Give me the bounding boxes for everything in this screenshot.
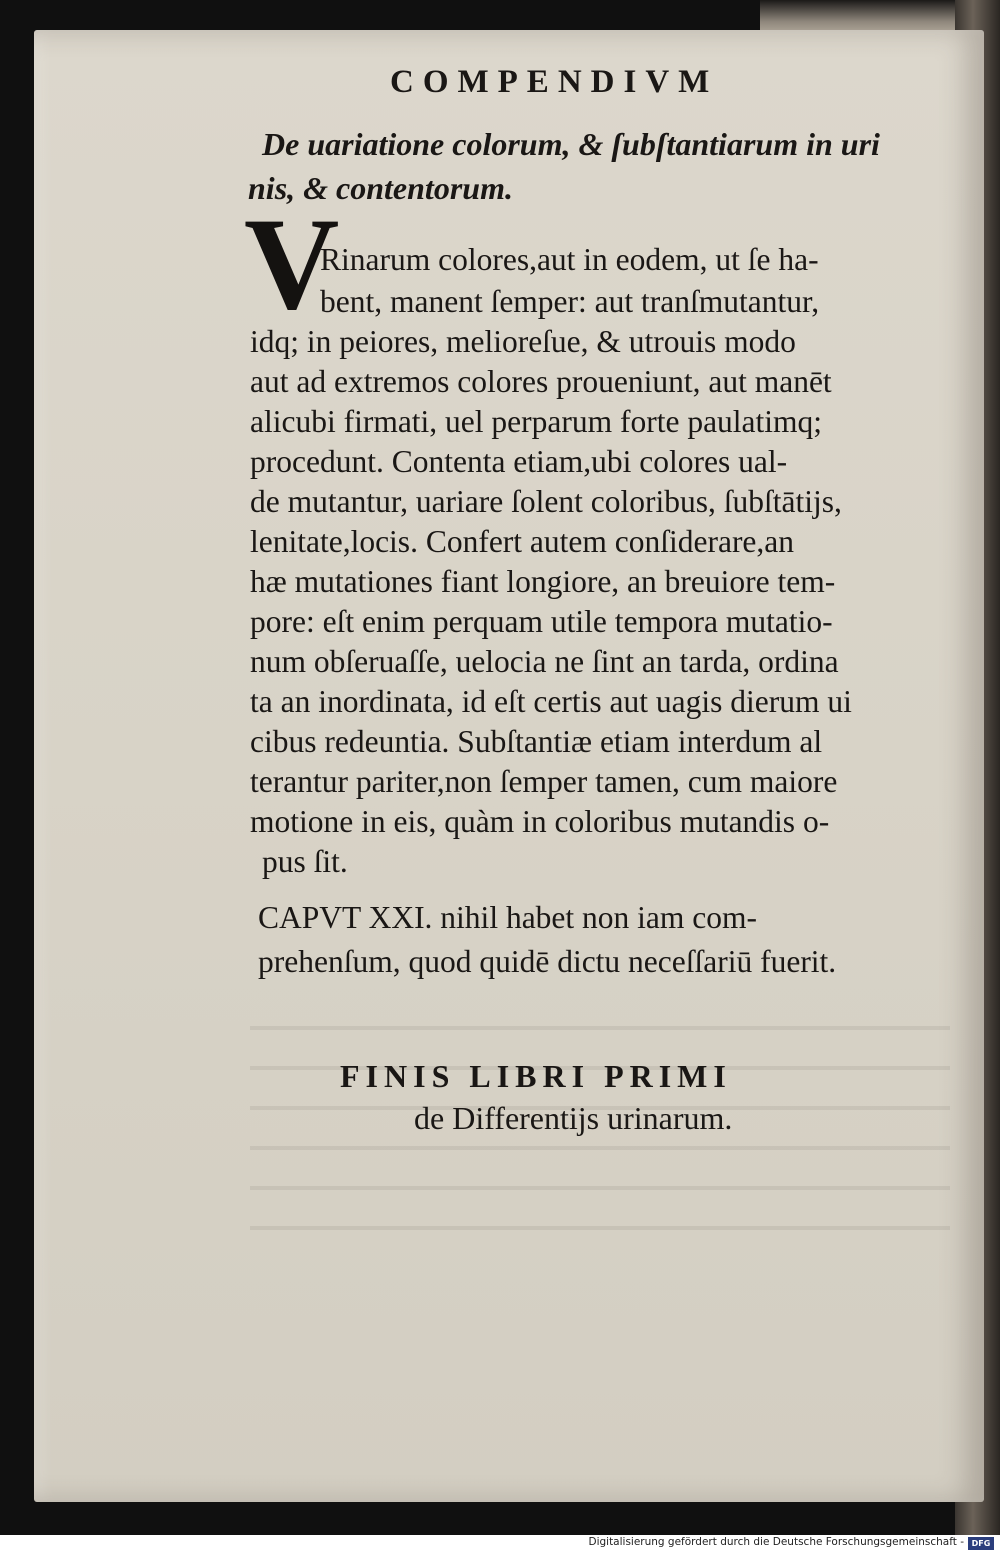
section-title-line-1: De uariatione colorum, & ſubſtantiarum in uri: [262, 126, 880, 162]
running-head: COMPENDIVM: [390, 64, 719, 100]
drop-cap: V: [244, 190, 340, 337]
chapter-note-line-1: CAPVT XXI. nihil habet non iam com-: [258, 900, 757, 935]
body-line: bent, manent ſemper: aut tranſmutantur,: [320, 284, 820, 319]
finis-subheading: de Differentijs urinarum.: [414, 1100, 733, 1136]
finis-heading: FINIS LIBRI PRIMI: [340, 1058, 732, 1094]
body-line: motione in eis, quàm in coloribus mutandis o-: [250, 804, 830, 839]
body-line: cibus redeuntia. Subſtantiæ etiam interdum al: [250, 724, 823, 759]
section-title-line-2: nis, & contentorum.: [248, 170, 513, 206]
body-line: aut ad extremos colores proueniunt, aut manēt: [250, 364, 832, 399]
chapter-note-line-2: prehenſum, quod quidē dictu neceſſariū fuerit.: [258, 944, 837, 979]
dfg-logo-text: DFG: [971, 1539, 991, 1548]
body-line: procedunt. Contenta etiam,ubi colores ual-: [250, 444, 788, 479]
body-line: pus ſit.: [262, 844, 348, 879]
dfg-logo: [968, 1537, 994, 1550]
body-line: ta an inordinata, id eſt certis aut uagis dierum ui: [250, 684, 852, 719]
footer-credit: Digitalisierung gefördert durch die Deutsche Forschungsgemeinschaft -: [588, 1536, 964, 1548]
body-line: pore: eſt enim perquam utile tempora mutatio-: [250, 604, 833, 639]
body-line: Rinarum colores,aut in eodem, ut ſe ha-: [320, 242, 819, 277]
body-line: alicubi firmati, uel perparum forte paulatimq;: [250, 404, 823, 439]
body-line: de mutantur, uariare ſolent coloribus, ſubſtātijs,: [250, 484, 842, 519]
body-line: terantur pariter,non ſemper tamen, cum maiore: [250, 764, 838, 799]
body-line: num obſeruaſſe, uelocia ne ſint an tarda, ordina: [250, 644, 839, 679]
body-line: idq; in peiores, melioreſue, & utrouis modo: [250, 324, 796, 359]
body-line: lenitate,locis. Confert autem conſiderare,an: [250, 524, 795, 559]
body-line: hæ mutationes fiant longiore, an breuiore tem-: [250, 564, 836, 599]
